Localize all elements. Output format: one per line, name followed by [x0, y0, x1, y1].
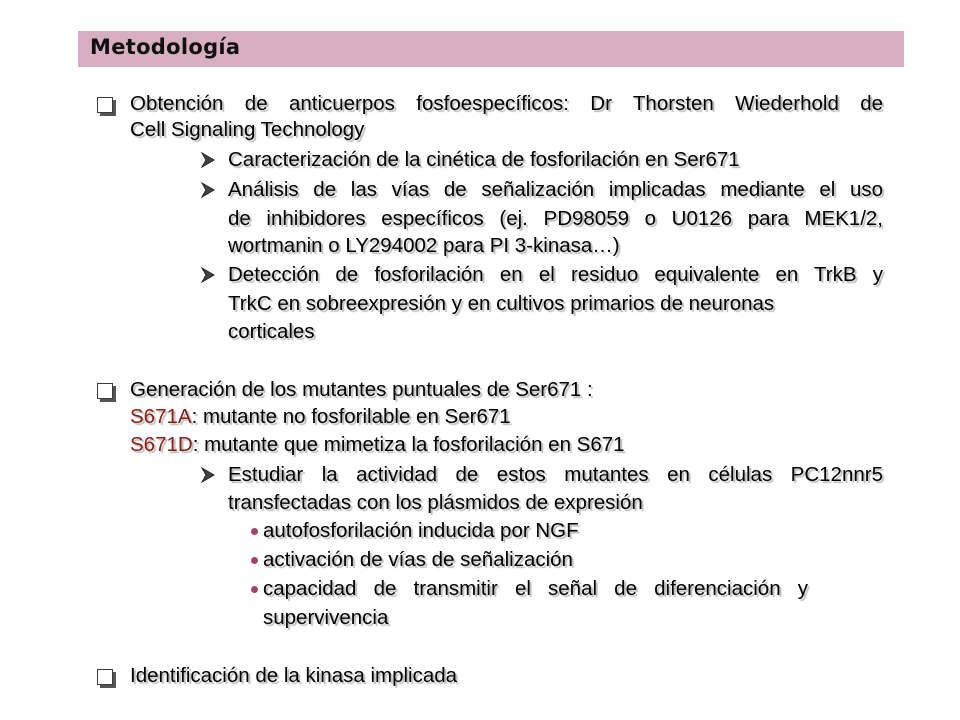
checkbox-bullet-icon	[97, 669, 113, 685]
section-2-heading: Generación de los mutantes puntuales de Ser671 :	[130, 378, 593, 401]
mutant-s671d	[130, 432, 625, 458]
section-1-item-2-line-3: wortmanin o LY294002 para PI 3-kinasa…)	[228, 234, 620, 257]
section-2-item-1-line-1: Estudiar la actividad de estos mutantes en células PC12nnr5	[228, 463, 883, 486]
mutant-code: S671A	[130, 405, 192, 428]
section-1-item-3-line-2: TrkC en sobreexpresión y en cultivos primarios de neuronas	[228, 292, 775, 315]
dot-bullet-icon	[251, 557, 258, 564]
section-2-subitem-3-line-2: supervivencia	[263, 606, 389, 629]
arrow-bullet-icon	[199, 151, 217, 169]
dot-bullet-icon	[251, 528, 258, 535]
section-1-item-2-line-2: de inhibidores específicos (ej. PD98059 o U0126 para MEK1/2,	[228, 207, 883, 230]
section-1-heading-line-2: Cell Signaling Technology	[130, 118, 365, 141]
section-1-item-1-line-1: Caracterización de la cinética de fosforilación en Ser671	[228, 148, 740, 171]
checkbox-bullet-icon	[97, 97, 113, 113]
section-1-item-3-line-1: Detección de fosforilación en el residuo equivalente en TrkB y	[228, 263, 883, 286]
mutant-description: : mutante no fosforilable en Ser671	[191, 405, 511, 428]
mutant-s671a	[130, 404, 511, 430]
checkbox-bullet-icon	[97, 383, 113, 399]
dot-bullet-icon	[251, 586, 258, 593]
section-2-item-1-line-2: transfectadas con los plásmidos de expresión	[228, 491, 643, 514]
section-2-subitem-2: activación de vías de señalización	[263, 548, 573, 571]
section-2-subitem-1: autofosforilación inducida por NGF	[263, 519, 579, 542]
arrow-bullet-icon	[199, 266, 217, 284]
section-1-item-3-line-3: corticales	[228, 320, 315, 343]
section-3-heading: Identificación de la kinasa implicada	[130, 664, 458, 687]
arrow-bullet-icon	[199, 466, 217, 484]
arrow-bullet-icon	[199, 181, 217, 199]
section-1-heading-line-1: Obtención de anticuerpos fosfoespecíficos: Dr Thorsten Wiederhold de	[130, 92, 883, 115]
title-bar	[78, 31, 904, 67]
section-1-item-2-line-1: Análisis de las vías de señalización implicadas mediante el uso	[228, 178, 883, 201]
page-title: Metodología	[90, 35, 241, 59]
section-2-subitem-3-line-1: capacidad de transmitir el señal de diferenciación y	[263, 577, 808, 600]
mutant-code: S671D	[130, 433, 193, 456]
mutant-description: : mutante que mimetiza la fosforilación en S671	[192, 433, 625, 456]
